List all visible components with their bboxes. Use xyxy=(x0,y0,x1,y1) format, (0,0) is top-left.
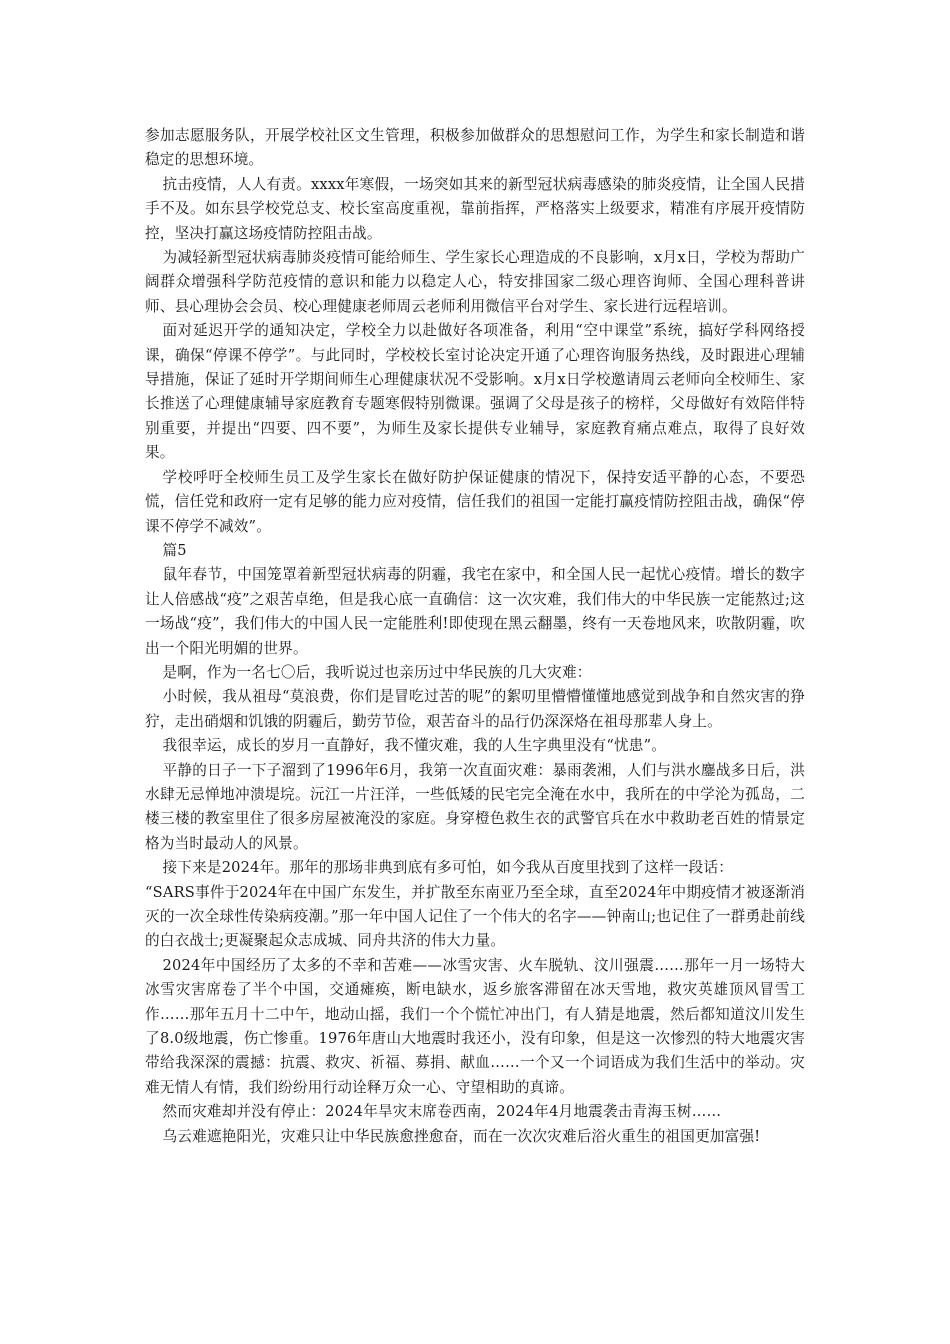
document-body xyxy=(145,124,805,1149)
paragraph: 小时候，我从祖母“莫浪费，你们是冒吃过苦的呢”的絮叨里懵懵懂懂地感觉到战争和自然灾害的狰狞，走出硝烟和饥饿的阴霾后，勤劳节俭，艰苦奋斗的品行仍深深烙在祖母那辈人身上。 xyxy=(145,688,805,730)
paragraph: 乌云难遮艳阳光，灾难只让中华民族愈挫愈奋，而在一次次灾难后浴火重生的祖国更加富强! xyxy=(162,1127,761,1145)
paragraph: 鼠年春节，中国笼罩着新型冠状病毒的阴霾，我宅在家中，和全国人民一起忧心疫情。增长的数字让人倍感战“疫”之艰苦卓绝，但是我心底一直确信：这一次灾难，我们伟大的中华民族一定能熬过;这一场战“疫”，我们伟大的中国人民一定能胜利!即使现在黑云翻墨，终有一天卷地风来，吹散阴霾，吹出一个阳光明媚的世界。 xyxy=(145,566,805,657)
paragraph: 我很幸运，成长的岁月一直静好，我不懂灾难，我的人生字典里没有“忧患”。 xyxy=(162,737,667,755)
paragraph: 为减轻新型冠状病毒肺炎疫情可能给师生、学生家长心理造成的不良影响，x月x日，学校为帮助广阔群众增强科学防范疫情的意识和能力以稳定人心，特安排国家二级心理咨询师、全国心理科普讲师、县心理协会会员、校心理健康老师周云老师利用微信平台对学生、家长进行远程培训。 xyxy=(145,249,805,315)
paragraph: 学校呼吁全校师生员工及学生家长在做好防护保证健康的情况下，保持安适平静的心态，不要恐慌，信任党和政府一定有足够的能力应对疫情，信任我们的祖国一定能打赢疫情防控阻击战，确保“停课不停学不减效”。 xyxy=(145,468,805,535)
paragraph: 面对延迟开学的通知决定，学校全力以赴做好各项准备，利用“空中课堂”系统，搞好学科网络授课，确保“停课不停学”。与此同时，学校校长室讨论决定开通了心理咨询服务热线，及时跟进心理辅导措施，保证了延时开学期间师生心理健康状况不受影响。x月x日学校邀请周云老师向全校师生、家长推送了心理健康辅导家庭教育专题寒假特别微课。强调了父母是孩子的榜样，父母做好有效陪伴特别重要，并提出“四要、四不要”，为师生及家长提供专业辅导，家庭教育痛点难点，取得了良好效果。 xyxy=(145,322,805,462)
paragraph: “SARS事件于2024年在中国广东发生，并扩散至东南亚乃至全球，直至2024年中期疫情才被逐渐消灭的一次全球性传染病疫潮。”那一年中国人记住了一个伟大的名字——钟南山;也记住了一群勇赴前线的白衣战士;更凝聚起众志成城、同舟共济的伟大力量。 xyxy=(145,883,805,950)
paragraph: 然而灾难却并没有停止：2024年旱灾末席卷西南，2024年4月地震袭击青海玉树…… xyxy=(162,1103,722,1121)
paragraph: 2024年中国经历了太多的不幸和苦难——冰雪灾害、火车脱轨、汶川强震……那年一月一场特大冰雪灾害席卷了半个中国，交通瘫痪，断电缺水，返乡旅客滞留在冰天雪地，救灾英雄顶风冒雪工作……那年五月十二中午，地动山摇，我们一个个慌忙冲出门，有人猜是地震，然后都知道汶川发生了8.0级地震，伤亡惨重。1976年唐山大地震时我还小，没有印象，但是这一次惨烈的特大地震灾害带给我深深的震撼：抗震、救灾、祈福、募捐、献血……一个又一个词语成为我们生活中的举动。灾难无情人有情，我们纷纷用行动诠释万众一心、守望相助的真谛。 xyxy=(145,956,805,1096)
paragraph: 是啊，作为一名七〇后，我听说过也亲历过中华民族的几大灾难： xyxy=(162,663,592,681)
section-heading: 篇5 xyxy=(162,541,187,559)
paragraph: 参加志愿服务队，开展学校社区文生管理，积极参加做群众的思想慰问工作，为学生和家长制造和谐稳定的思想环境。 xyxy=(145,127,805,169)
paragraph: 接下来是2024年。那年的那场非典到底有多可怕，如今我从百度里找到了这样一段话： xyxy=(162,859,734,877)
paragraph: 平静的日子一下子溜到了1996年6月，我第一次直面灾难：暴雨袭湘，人们与洪水鏖战多日后，洪水肆无忌惮地冲溃堤垸。沅江一片汪洋，一些低矮的民宅完全淹在水中，我所在的中学沦为孤岛，二楼三楼的教室里住了很多房屋被淹没的家庭。身穿橙色救生衣的武警官兵在水中救助老百姓的情景定格为当时最动人的风景。 xyxy=(145,761,805,852)
paragraph: 抗击疫情，人人有责。xxxx年寒假，一场突如其来的新型冠状病毒感染的肺炎疫情，让全国人民措手不及。如东县学校党总支、校长室高度重视，靠前指挥，严格落实上级要求，精准有序展开疫情防控，坚决打赢这场疫情防控阻击战。 xyxy=(145,175,805,242)
